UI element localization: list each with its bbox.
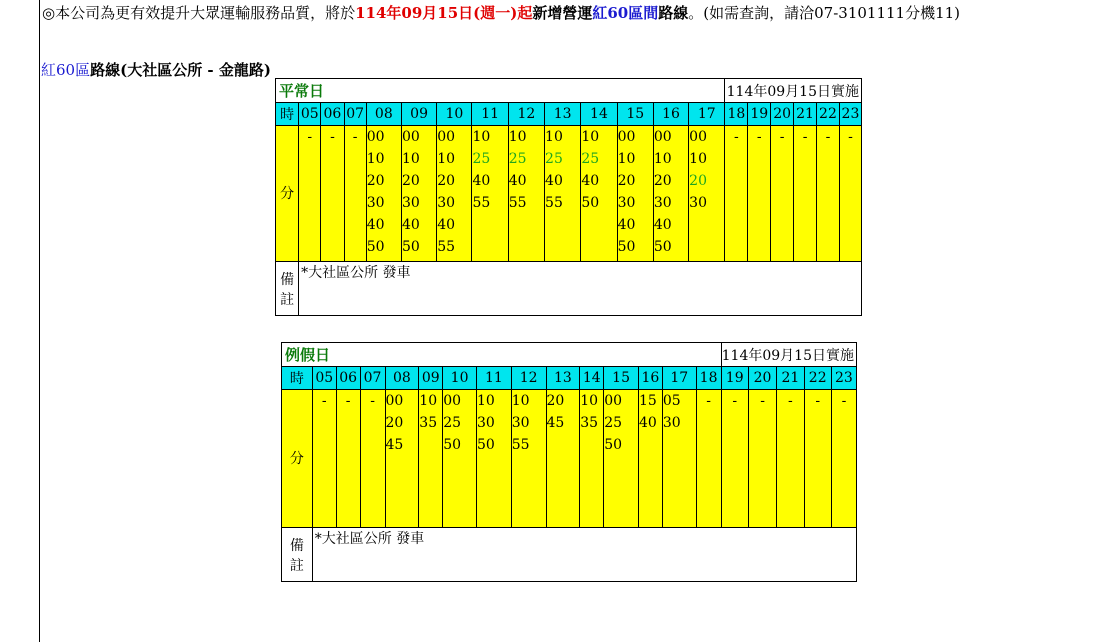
weekday-hour-row — [276, 103, 862, 126]
departure-minute: 40 — [581, 173, 600, 189]
departure-minute: 40 — [545, 173, 563, 189]
departure-minute: 40 — [653, 217, 672, 233]
hour-14: 14 — [580, 367, 604, 390]
departure-minute: 50 — [366, 239, 385, 255]
departure-minute: - — [370, 393, 375, 409]
departure-minute: - — [841, 393, 847, 409]
minutes-hour-12 — [508, 126, 544, 262]
departure-minute: 40 — [617, 217, 636, 233]
departure-minute: 05 — [662, 393, 681, 409]
minutes-hour-11 — [476, 390, 511, 528]
minutes-hour-22 — [804, 390, 831, 528]
minutes-hour-14 — [581, 126, 617, 262]
minutes-hour-17 — [662, 390, 696, 528]
departure-minute: 00 — [437, 129, 456, 145]
minutes-hour-07 — [360, 390, 385, 528]
departure-minute: 25 — [581, 151, 600, 167]
weekday-title: 平常日 — [276, 79, 725, 103]
hour-15: 15 — [604, 367, 639, 390]
departure-minute: 40 — [472, 173, 491, 189]
hour-header-label: 時 — [276, 103, 299, 126]
minutes-hour-06 — [336, 390, 360, 528]
departure-minute: 25 — [508, 151, 527, 167]
departure-minute: 55 — [508, 195, 527, 211]
departure-minute: 10 — [437, 151, 456, 167]
hour-22: 22 — [817, 103, 840, 126]
departure-minute: 30 — [653, 195, 672, 211]
departure-minute: 45 — [385, 437, 404, 453]
departure-minute: 20 — [546, 393, 565, 409]
hour-18: 18 — [696, 367, 721, 390]
departure-minute: 45 — [546, 415, 565, 431]
departure-minute: - — [779, 129, 785, 145]
minutes-hour-15 — [617, 126, 653, 262]
minutes-hour-16 — [638, 390, 662, 528]
departure-minute: 10 — [366, 151, 385, 167]
holiday-hour-row — [282, 367, 857, 390]
minutes-hour-15 — [604, 390, 639, 528]
hour-11: 11 — [476, 367, 511, 390]
hour-05: 05 — [299, 103, 321, 126]
departure-minute: 10 — [545, 129, 563, 145]
departure-minute: - — [732, 393, 738, 409]
hour-09: 09 — [419, 367, 443, 390]
departure-minute: 10 — [617, 151, 636, 167]
departure-minute: 20 — [617, 173, 636, 189]
departure-minute: 50 — [443, 437, 462, 453]
hour-23: 23 — [839, 103, 861, 126]
minutes-hour-22 — [817, 126, 840, 262]
hour-12: 12 — [511, 367, 546, 390]
minutes-hour-18 — [725, 126, 748, 262]
departure-minute: 00 — [604, 393, 623, 409]
departure-minute: 25 — [604, 415, 623, 431]
departure-minute: 30 — [401, 195, 420, 211]
hour-06: 06 — [321, 103, 344, 126]
minutes-hour-16 — [653, 126, 688, 262]
departure-minute: 50 — [604, 437, 623, 453]
minutes-hour-08 — [366, 126, 401, 262]
departure-minute: 00 — [366, 129, 385, 145]
departure-minute: - — [760, 393, 765, 409]
notice-route-name: 紅60區間 — [592, 4, 659, 22]
departure-minute: - — [848, 129, 853, 145]
minute-header-label: 分 — [276, 126, 299, 262]
route-code: 紅60區 — [41, 61, 91, 79]
departure-minute: - — [307, 129, 313, 145]
hour-16: 16 — [638, 367, 662, 390]
departure-minute: 30 — [476, 415, 495, 431]
departure-minute: - — [345, 393, 351, 409]
departure-minute: 30 — [437, 195, 456, 211]
hour-21: 21 — [794, 103, 817, 126]
hour-07: 07 — [344, 103, 366, 126]
departure-minute: 20 — [366, 173, 385, 189]
notice-route-word: 路線 — [658, 4, 689, 22]
service-notice — [42, 3, 960, 23]
departure-minute: 30 — [511, 415, 530, 431]
hour-09: 09 — [401, 103, 436, 126]
weekday-minute-row — [276, 126, 862, 262]
weekday-timetable — [275, 78, 862, 316]
departure-minute: 20 — [689, 173, 707, 189]
hour-15: 15 — [617, 103, 653, 126]
hour-17: 17 — [689, 103, 725, 126]
holiday-minute-row — [282, 390, 857, 528]
departure-minute: 20 — [385, 415, 404, 431]
holiday-effective-date: 114年09月15日實施 — [721, 343, 856, 367]
departure-minute: 10 — [653, 151, 672, 167]
hour-22: 22 — [804, 367, 831, 390]
departure-minute: - — [330, 129, 335, 145]
notice-prefix: ◎本公司為更有效提升大眾運輸服務品質，將於 — [42, 4, 356, 22]
departure-minute: 10 — [511, 393, 530, 409]
hour-20: 20 — [748, 367, 776, 390]
departure-minute: 30 — [689, 195, 707, 211]
departure-minute: 10 — [472, 129, 491, 145]
minutes-hour-10 — [437, 126, 472, 262]
hour-08: 08 — [385, 367, 419, 390]
departure-minute: 40 — [437, 217, 456, 233]
departure-minute: - — [756, 129, 762, 145]
departure-minute: 00 — [653, 129, 672, 145]
departure-minute: 40 — [508, 173, 527, 189]
hour-07: 07 — [360, 367, 385, 390]
minutes-hour-21 — [777, 390, 804, 528]
departure-minute: 10 — [581, 129, 600, 145]
minutes-hour-23 — [839, 126, 861, 262]
minutes-hour-07 — [344, 126, 366, 262]
page-left-border — [39, 0, 40, 642]
minutes-hour-08 — [385, 390, 419, 528]
hour-20: 20 — [771, 103, 794, 126]
departure-minute: 20 — [653, 173, 672, 189]
departure-minute: 30 — [662, 415, 681, 431]
minutes-hour-20 — [748, 390, 776, 528]
departure-minute: - — [734, 129, 739, 145]
minutes-hour-19 — [721, 390, 748, 528]
weekday-note: *大社區公所 發車 — [299, 262, 862, 316]
minutes-hour-09 — [401, 126, 436, 262]
note-label: 備 註 — [276, 262, 299, 316]
notice-mid: 新增營運 — [532, 4, 593, 22]
route-title — [41, 59, 271, 80]
departure-minute: 55 — [437, 239, 456, 255]
departure-minute: - — [352, 129, 358, 145]
departure-minute: 40 — [638, 415, 657, 431]
departure-minute: 50 — [617, 239, 636, 255]
minutes-hour-12 — [511, 390, 546, 528]
departure-minute: 30 — [366, 195, 385, 211]
hour-10: 10 — [443, 367, 477, 390]
departure-minute: 20 — [437, 173, 456, 189]
minutes-hour-05 — [299, 126, 321, 262]
notice-suffix: 。(如需查詢，請洽07-3101111分機11) — [688, 4, 961, 22]
departure-minute: - — [815, 393, 821, 409]
hour-19: 19 — [748, 103, 771, 126]
hour-13: 13 — [546, 367, 580, 390]
departure-minute: - — [706, 393, 711, 409]
departure-minute: 25 — [443, 415, 462, 431]
departure-minute: 10 — [419, 393, 438, 409]
minutes-hour-19 — [748, 126, 771, 262]
hour-17: 17 — [662, 367, 696, 390]
minutes-hour-21 — [794, 126, 817, 262]
hour-18: 18 — [725, 103, 748, 126]
minutes-hour-05 — [312, 390, 336, 528]
departure-minute: 00 — [401, 129, 420, 145]
departure-minute: 00 — [689, 129, 707, 145]
minutes-hour-13 — [545, 126, 581, 262]
minutes-hour-23 — [831, 390, 856, 528]
departure-minute: 10 — [401, 151, 420, 167]
departure-minute: 25 — [472, 151, 491, 167]
note-label: 備 註 — [282, 528, 313, 582]
hour-11: 11 — [472, 103, 508, 126]
departure-minute: 15 — [638, 393, 657, 409]
departure-minute: 10 — [476, 393, 495, 409]
departure-minute: 10 — [580, 393, 599, 409]
minutes-hour-06 — [321, 126, 344, 262]
departure-minute: 30 — [617, 195, 636, 211]
departure-minute: 00 — [443, 393, 462, 409]
minutes-hour-09 — [419, 390, 443, 528]
minute-header-label: 分 — [282, 390, 313, 528]
departure-minute: 55 — [511, 437, 530, 453]
hour-header-label: 時 — [282, 367, 313, 390]
hour-16: 16 — [653, 103, 688, 126]
departure-minute: 00 — [385, 393, 404, 409]
departure-minute: 10 — [689, 151, 707, 167]
route-name: 路線(大社區公所 - 金龍路) — [90, 61, 271, 79]
minutes-hour-10 — [443, 390, 477, 528]
departure-minute: 55 — [472, 195, 491, 211]
weekday-effective-date: 114年09月15日實施 — [725, 79, 862, 103]
hour-19: 19 — [721, 367, 748, 390]
hour-06: 06 — [336, 367, 360, 390]
hour-21: 21 — [777, 367, 804, 390]
departure-minute: - — [825, 129, 831, 145]
hour-10: 10 — [437, 103, 472, 126]
departure-minute: 50 — [401, 239, 420, 255]
minutes-hour-14 — [580, 390, 604, 528]
departure-minute: 40 — [401, 217, 420, 233]
holiday-note: *大社區公所 發車 — [312, 528, 856, 582]
hour-08: 08 — [366, 103, 401, 126]
departure-minute: 20 — [401, 173, 420, 189]
holiday-timetable — [281, 342, 857, 582]
minutes-hour-13 — [546, 390, 580, 528]
departure-minute: - — [788, 393, 793, 409]
departure-minute: 35 — [419, 415, 438, 431]
minutes-hour-17 — [689, 126, 725, 262]
departure-minute: 25 — [545, 151, 563, 167]
hour-13: 13 — [545, 103, 581, 126]
hour-12: 12 — [508, 103, 544, 126]
departure-minute: 35 — [580, 415, 599, 431]
departure-minute: 50 — [476, 437, 495, 453]
minutes-hour-11 — [472, 126, 508, 262]
departure-minute: 55 — [545, 195, 563, 211]
departure-minute: - — [802, 129, 808, 145]
departure-minute: 00 — [617, 129, 636, 145]
notice-start-date: 114年09月15日(週一)起 — [355, 4, 533, 22]
departure-minute: - — [321, 393, 327, 409]
departure-minute: 40 — [366, 217, 385, 233]
departure-minute: 10 — [508, 129, 527, 145]
hour-23: 23 — [831, 367, 856, 390]
departure-minute: 50 — [653, 239, 672, 255]
departure-minute: 50 — [581, 195, 600, 211]
hour-14: 14 — [581, 103, 617, 126]
holiday-title: 例假日 — [282, 343, 722, 367]
minutes-hour-20 — [771, 126, 794, 262]
minutes-hour-18 — [696, 390, 721, 528]
hour-05: 05 — [312, 367, 336, 390]
